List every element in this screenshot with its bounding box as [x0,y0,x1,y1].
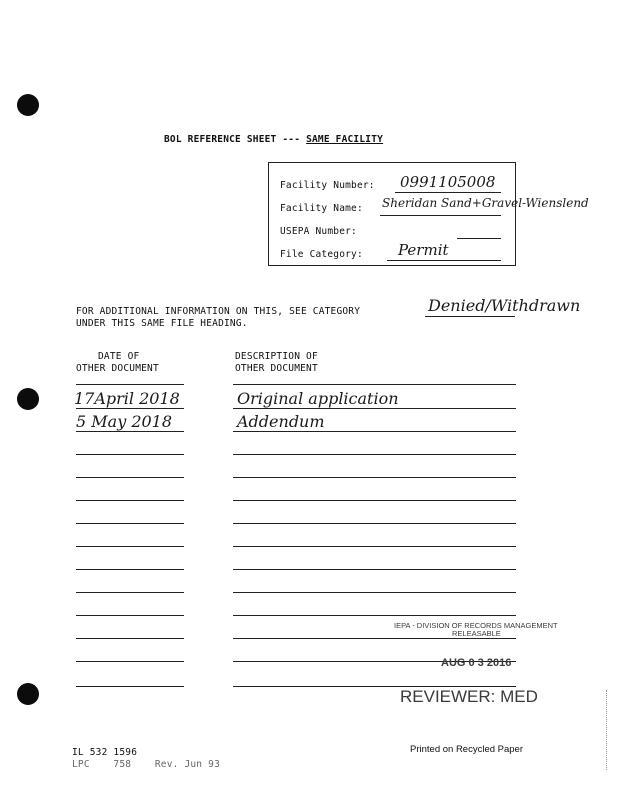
additional-category-value: Denied/Withdrawn [428,296,581,315]
description-column-header-line-2: OTHER DOCUMENT [235,363,318,374]
date-rule-2 [76,408,184,409]
form-number: IL 532 1596 [72,747,138,758]
additional-info-line-2: UNDER THIS SAME FILE HEADING. [76,318,248,329]
date-column-header-line-1: DATE OF [98,351,140,362]
date-rule-12 [76,638,184,639]
sheet-title-prefix: BOL REFERENCE SHEET --- [164,134,307,145]
date-rule-8 [76,546,184,547]
sheet-title [164,134,383,145]
date-rule-14 [76,686,184,687]
description-rule-1 [233,384,516,385]
punch-hole-bottom [17,683,39,705]
date-rule-11 [76,615,184,616]
description-rule-5 [233,477,516,478]
description-rule-3 [233,431,516,432]
facility-number-underline [395,192,501,193]
entry-2-description: Addendum [237,412,325,431]
description-rule-4 [233,454,516,455]
usepa-number-label: USEPA Number: [280,226,357,237]
sheet-title-emphasis: SAME FACILITY [306,134,384,145]
date-rule-6 [76,500,184,501]
description-rule-6 [233,500,516,501]
punch-hole-middle [17,388,39,410]
date-rule-10 [76,592,184,593]
file-category-label: File Category: [280,249,363,260]
facility-number-label: Facility Number: [280,180,375,191]
punch-hole-top [17,94,39,116]
entry-2-date: 5 May 2018 [76,412,173,431]
additional-category-underline [425,316,515,317]
recycled-paper-note: Printed on Recycled Paper [410,744,524,755]
facility-name-value: Sheridan Sand+Gravel-Wienslend [382,196,589,210]
description-rule-11 [233,615,516,616]
date-rule-5 [76,477,184,478]
entry-1-date: 17April 2018 [74,389,180,408]
additional-info-line-1: FOR ADDITIONAL INFORMATION ON THIS, SEE CATEGORY [76,306,361,317]
description-rule-8 [233,546,516,547]
date-column-header-line-2: OTHER DOCUMENT [76,363,159,374]
form-revision: LPC 758 Rev. Jun 93 [72,759,220,767]
date-rule-1 [76,384,184,385]
stamp-releasable: RELEASABLE [452,629,501,638]
date-rule-13 [76,661,184,662]
date-rule-3 [76,431,184,432]
stamp-date: AUG 0 3 2016 [441,657,512,669]
stamp-division: IEPA - DIVISION OF RECORDS MANAGEMENT [394,621,558,630]
description-rule-9 [233,569,516,570]
entry-1-description: Original application [237,389,399,408]
description-rule-10 [233,592,516,593]
date-rule-7 [76,523,184,524]
facility-number-value: 0991105008 [400,173,496,191]
usepa-number-underline [457,238,501,239]
facility-name-label: Facility Name: [280,203,363,214]
stamp-reviewer: REVIEWER: MED [400,687,538,706]
facility-name-underline [380,215,501,216]
date-rule-9 [76,569,184,570]
description-rule-12 [233,638,516,639]
file-category-underline [387,260,501,261]
file-category-value: Permit [398,241,449,259]
description-rule-2 [233,408,516,409]
date-rule-4 [76,454,184,455]
description-column-header-line-1: DESCRIPTION OF [235,351,318,362]
description-rule-7 [233,523,516,524]
scan-edge-marks [606,690,608,770]
